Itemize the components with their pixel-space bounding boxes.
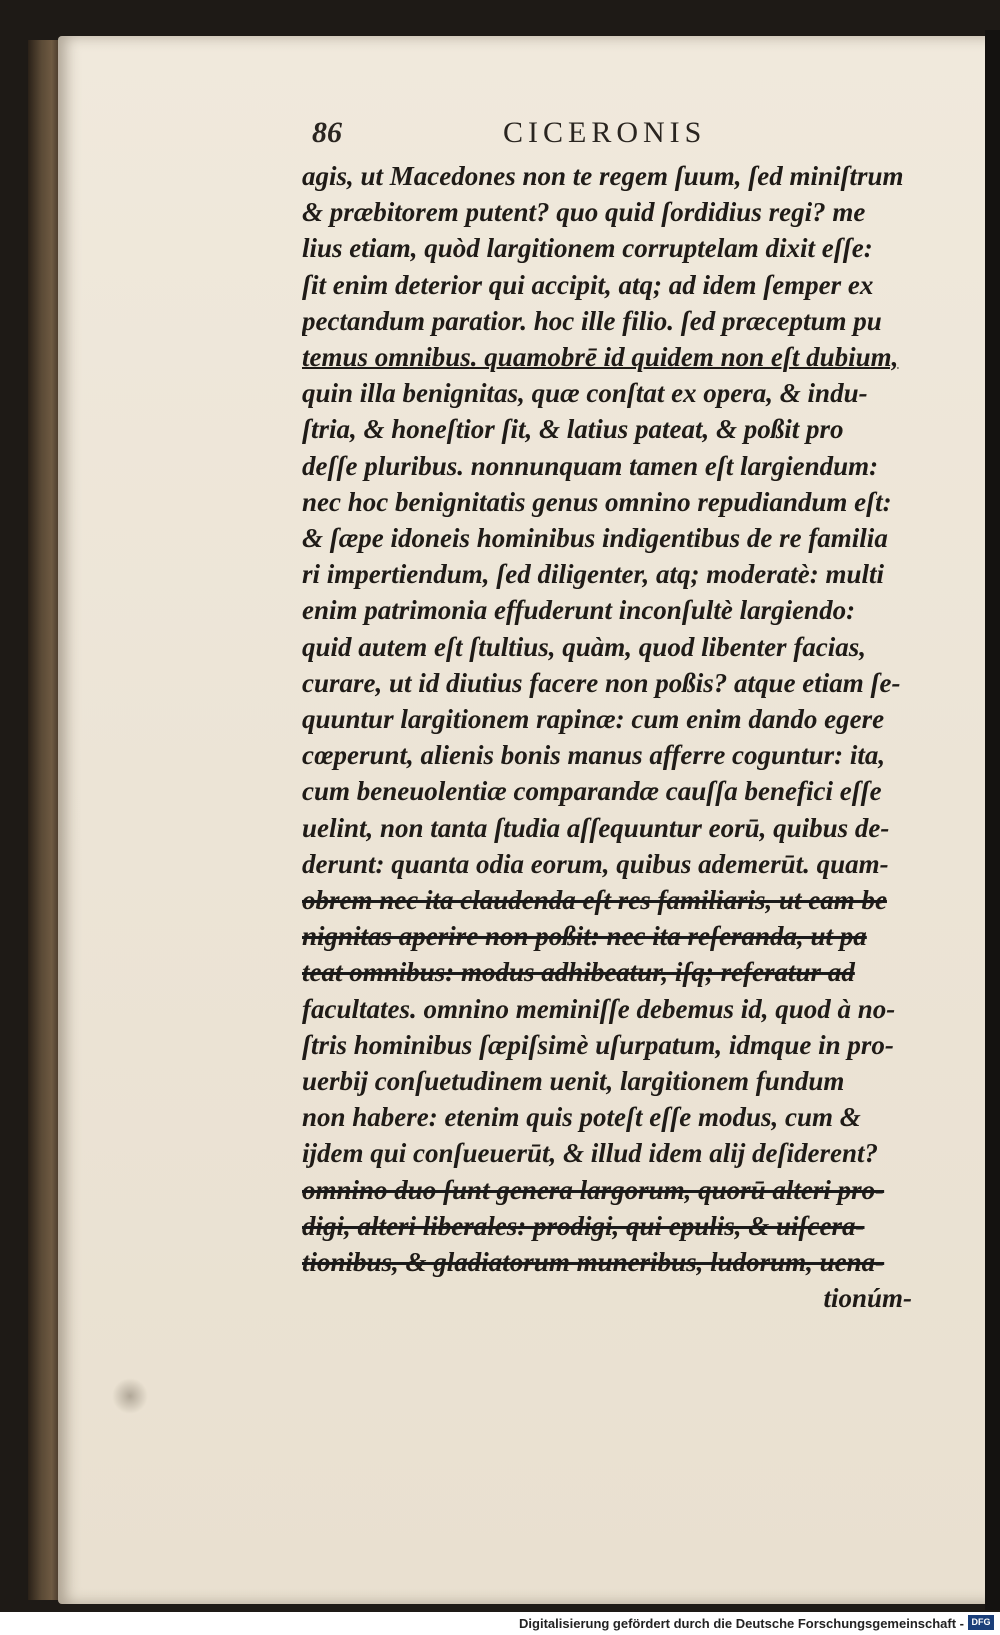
struck-text-line: nignitas aperire non poßit: nec ita reſeranda, ut pa: [302, 921, 867, 952]
text-line: ſtria, & honeſtior ſit, & latius pateat, & poßit pro: [302, 414, 844, 445]
text-line: curare, ut id diutius facere non poßis? atque etiam ſe-: [302, 667, 901, 698]
text-line: pectandum paratior. hoc ille filio. ſed præceptum pu: [302, 305, 882, 336]
text-line: non habere: etenim quis poteſt eſſe modus, cum &: [302, 1102, 861, 1133]
text-line: uelint, non tanta ſtudia aſſequuntur eorū, quibus de-: [302, 812, 890, 843]
text-line: quid autem eſt ſtultius, quàm, quod libenter facias,: [302, 631, 867, 662]
struck-text-line: teat omnibus: modus adhibeatur, iſq; referatur ad: [302, 957, 855, 988]
text-line: cum beneuolentiæ comparandæ cauſſa benefici eſſe: [302, 776, 882, 807]
text-line: facultates. omnino meminiſſe debemus id, quod à no-: [302, 993, 896, 1024]
page-stain: [112, 1378, 148, 1414]
dfg-logo: DFG: [968, 1615, 994, 1630]
scan-edge: [985, 30, 1000, 1610]
book-spine: [28, 40, 62, 1600]
running-head: CICERONIS: [503, 116, 707, 149]
text-line: uerbij conſuetudinem uenit, largitionem fundum: [302, 1066, 845, 1097]
text-line: ijdem qui conſueuerūt, & illud idem alij deſiderent?: [302, 1138, 879, 1169]
text-line: cœperunt, alienis bonis manus afferre coguntur: ita,: [302, 740, 886, 771]
struck-text-line: tionibus, & gladiatorum muneribus, ludorum, uena-: [302, 1247, 885, 1278]
catchword: tionúm-: [823, 1283, 912, 1314]
text-line: lius etiam, quòd largitionem corruptelam dixit eſſe:: [302, 233, 873, 264]
text-line: derunt: quanta odia eorum, quibus ademerūt. quam-: [302, 848, 889, 879]
text-line: agis, ut Macedones non te regem ſuum, ſed miniſtrum: [302, 161, 904, 191]
text-line: quin illa benignitas, quæ conſtat ex opera, & indu-: [302, 378, 868, 409]
text-block: [302, 158, 934, 1317]
page-number: 86: [312, 116, 342, 149]
text-line: ſtris hominibus ſæpiſsimè uſurpatum, idmque in pro-: [302, 1029, 894, 1060]
struck-text-line: obrem nec ita claudenda eſt res familiaris, ut eam be: [302, 885, 887, 916]
text-line: ri impertiendum, ſed diligenter, atq; moderatè: multi: [302, 559, 884, 590]
text-line: enim patrimonia effuderunt inconſultè largiendo:: [302, 595, 856, 626]
text-line: nec hoc benignitatis genus omnino repudiandum eſt:: [302, 486, 892, 517]
text-line: ſit enim deterior qui accipit, atq; ad idem ſemper ex: [302, 269, 874, 300]
text-line: & præbitorem putent? quo quid ſordidius regi? me: [302, 197, 866, 228]
text-line: & ſæpe idoneis hominibus indigentibus de re familia: [302, 523, 888, 554]
text-line: temus omnibus. quamobrē id quidem non eſt dubium,: [302, 342, 899, 373]
text-line: deſſe pluribus. nonnunquam tamen eſt largiendum:: [302, 450, 879, 481]
text-line: quuntur largitionem rapinæ: cum enim dando egere: [302, 704, 885, 735]
footer-credit: Digitalisierung gefördert durch die Deutsche Forschungsgemeinschaft -: [519, 1616, 964, 1631]
struck-text-line: omnino duo ſunt genera largorum, quorū alteri pro-: [302, 1174, 885, 1205]
struck-text-line: digi, alteri liberales: prodigi, qui epulis, & uiſcera-: [302, 1210, 865, 1241]
